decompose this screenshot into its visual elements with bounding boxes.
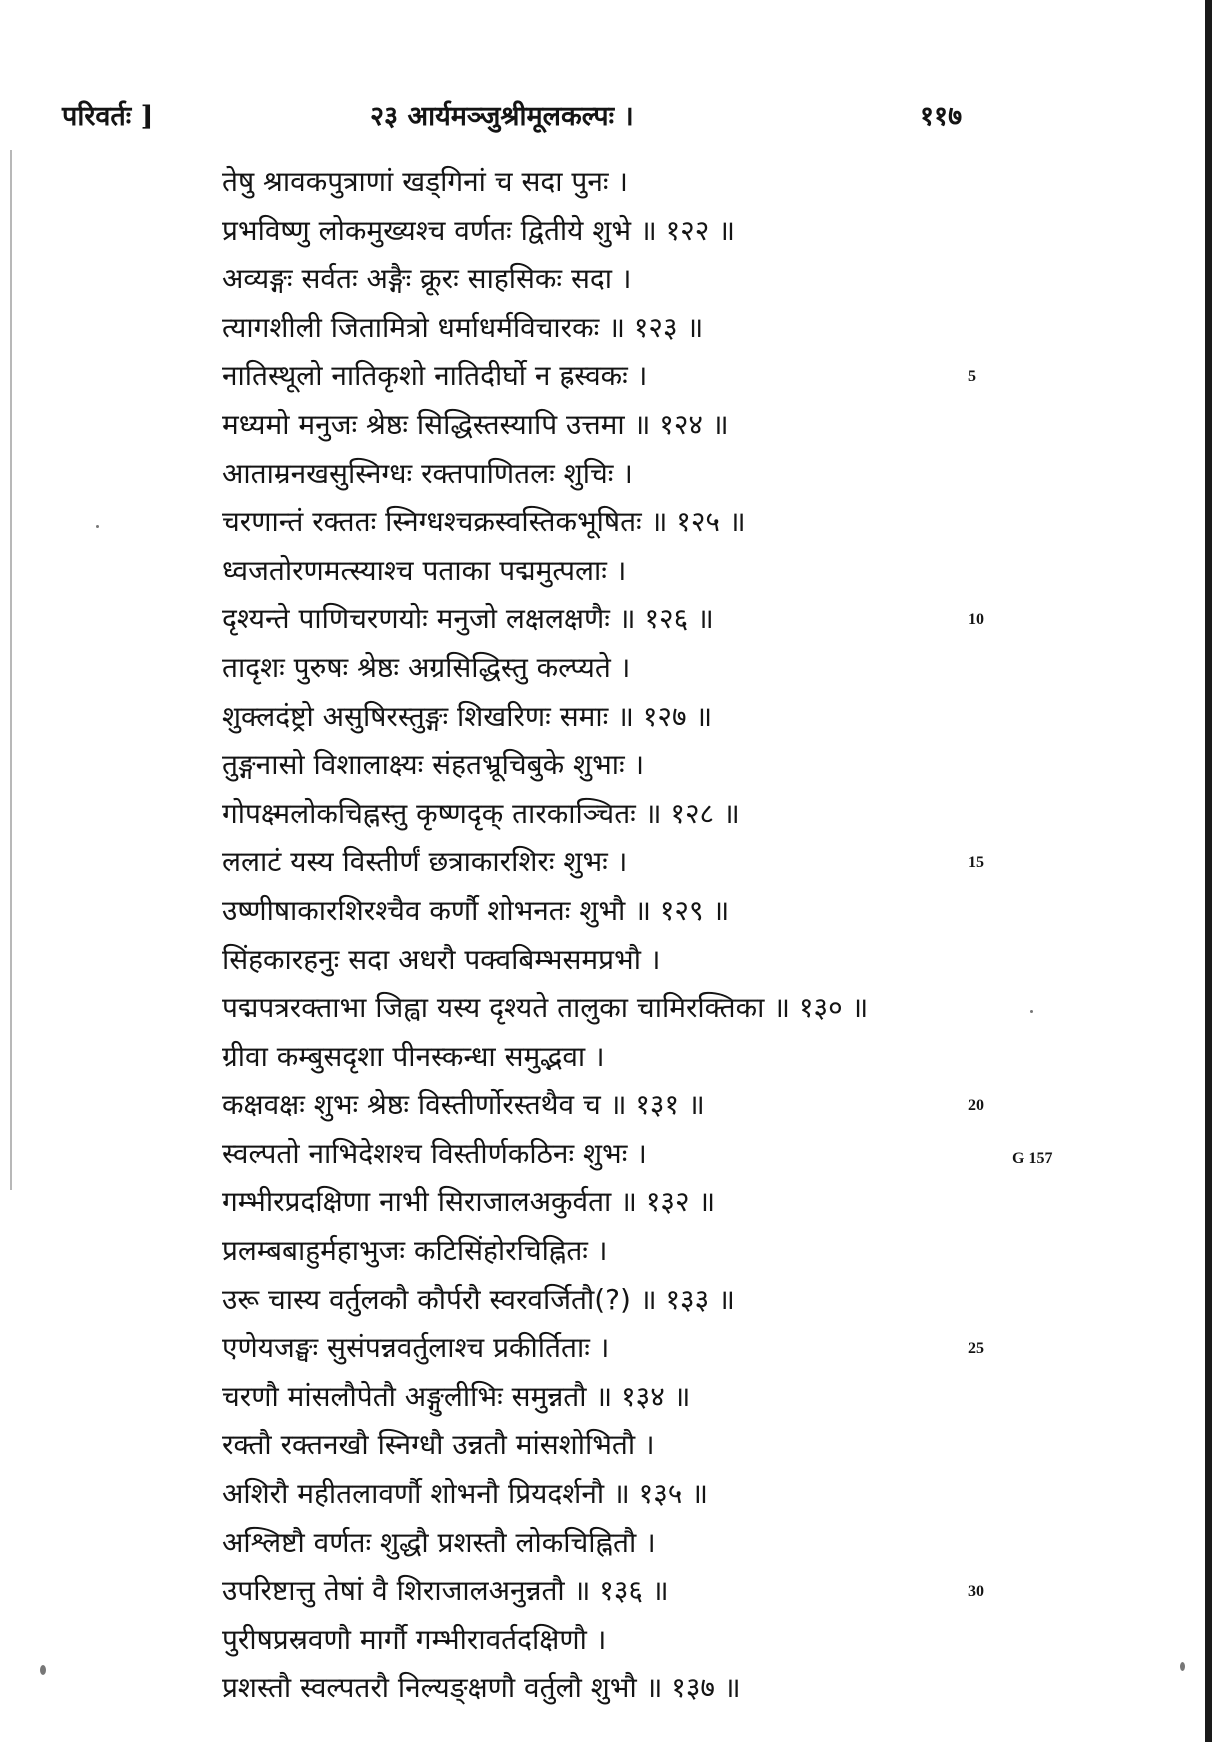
- verse-line: मध्यमो मनुजः श्रेष्ठः सिद्धिस्तस्यापि उत्तमा ॥ १२४ ॥: [222, 407, 729, 441]
- verse-line: गोपक्ष्मलोकचिह्नस्तु कृष्णदृक् तारकाञ्चितः ॥ १२८ ॥: [222, 796, 740, 830]
- line-number: 30: [968, 1583, 984, 1601]
- verse-line: अव्यङ्गः सर्वतः अङ्गैः क्रूरः साहसिकः सदा ।: [222, 262, 632, 296]
- verse-line: शुक्लदंष्ट्रो असुषिरस्तुङ्गः शिखरिणः समाः ॥ १२७ ॥: [222, 699, 713, 733]
- verse-line: पुरीषप्रस्रवणौ मार्गौ गम्भीरावर्तदक्षिणौ ।: [222, 1622, 607, 1656]
- verse-line: स्वल्पतो नाभिदेशश्च विस्तीर्णकठिनः शुभः ।: [222, 1136, 647, 1170]
- line-number: 25: [968, 1340, 984, 1358]
- scan-speck: [1180, 1662, 1185, 1671]
- left-margin-rule: [10, 150, 12, 1190]
- verse-line: तेषु श्रावकपुत्राणां खड्गिनां च सदा पुनः ।: [222, 165, 629, 198]
- verse-line: चरणान्तं रक्ततः स्निग्धश्चक्रस्वस्तिकभूषितः ॥ १२५ ॥: [222, 505, 746, 539]
- line-number: 10: [968, 611, 984, 629]
- verse-line: तुङ्गनासो विशालाक्ष्यः संहतभ्रूचिबुके शुभाः ।: [222, 748, 645, 782]
- verse-line: ललाटं यस्य विस्तीर्णं छत्राकारशिरः शुभः ।: [222, 845, 628, 879]
- verse-line: नातिस्थूलो नातिकृशो नातिदीर्घो न ह्रस्वकः ।: [222, 359, 648, 393]
- verse-line: ध्वजतोरणमत्स्याश्च पताका पद्ममुत्पलाः ।: [222, 553, 627, 587]
- page-number: ११७: [920, 101, 963, 132]
- verse-line: आताम्रनखसुस्निग्धः रक्तपाणितलः शुचिः ।: [222, 456, 633, 490]
- verse-line: रक्तौ रक्तनखौ स्निग्धौ उन्नतौ मांसशोभितौ ।: [222, 1428, 655, 1462]
- scan-speck: [1030, 1010, 1033, 1013]
- line-number: 5: [968, 368, 976, 386]
- verse-line: सिंहकारहनुः सदा अधरौ पक्वबिम्भसमप्रभौ ।: [222, 942, 661, 976]
- folio-reference: G 157: [1012, 1150, 1053, 1167]
- running-title: २३ आर्यमञ्जुश्रीमूलकल्पः ।: [370, 101, 634, 132]
- verse-line: प्रलम्बबाहुर्महाभुजः कटिसिंहोरचिह्नितः ।: [222, 1234, 608, 1268]
- line-number: 20: [968, 1097, 984, 1115]
- verse-line: तादृशः पुरुषः श्रेष्ठः अग्रसिद्धिस्तु कल्प्यते ।: [222, 650, 631, 684]
- verse-line: त्यागशीली जितामित्रो धर्माधर्मविचारकः ॥ १२३ ॥: [222, 310, 704, 344]
- verse-line: चरणौ मांसलौपेतौ अङ्गुलीभिः समुन्नतौ ॥ १३४ ॥: [222, 1379, 691, 1413]
- verse-line: एणेयजङ्घः सुसंपन्नवर्तुलाश्च प्रकीर्तिताः ।: [222, 1331, 610, 1365]
- scan-speck: [40, 1665, 46, 1675]
- verse-line: प्रभविष्णु लोकमुख्यश्च वर्णतः द्वितीये शुभे ॥ १२२ ॥: [222, 213, 735, 247]
- verse-line: ग्रीवा कम्बुसदृशा पीनस्कन्धा समुद्भवा ।: [222, 1039, 605, 1073]
- scan-speck: [96, 525, 99, 528]
- verse-line: दृश्यन्ते पाणिचरणयोः मनुजो लक्षलक्षणैः ॥ १२६ ॥: [222, 602, 714, 636]
- verse-line: प्रशस्तौ स्वल्पतरौ निल्यङ्क्षणौ वर्तुलौ शुभौ ॥ १३७ ॥: [222, 1671, 741, 1705]
- section-label: परिवर्तः ]: [62, 101, 154, 132]
- verse-line: कक्षवक्षः शुभः श्रेष्ठः विस्तीर्णोरस्तथैव च ॥ १३१ ॥: [222, 1088, 705, 1122]
- verse-line: पद्मपत्ररक्ताभा जिह्वा यस्य दृश्यते तालुका चामिरक्तिका ॥ १३० ॥: [222, 991, 869, 1025]
- verse-line: अशिरौ महीतलावर्णौ शोभनौ प्रियदर्शनौ ॥ १३५ ॥: [222, 1477, 709, 1511]
- verse-line: उरू चास्य वर्तुलकौ कौर्परौ स्वरवर्जितौ(?) ॥ १३३ ॥: [222, 1282, 735, 1316]
- verse-line: गम्भीरप्रदक्षिणा नाभी सिराजालअकुर्वता ॥ १३२ ॥: [222, 1185, 716, 1219]
- verse-line: उष्णीषाकारशिरश्चैव कर्णौ शोभनतः शुभौ ॥ १२९ ॥: [222, 893, 730, 927]
- verse-line: उपरिष्टात्तु तेषां वै शिराजालअनुन्नतौ ॥ १३६ ॥: [222, 1574, 669, 1608]
- binding-edge: [1205, 0, 1212, 1742]
- line-number: 15: [968, 854, 984, 872]
- verse-text-block: [222, 158, 982, 1713]
- verse-line: अश्लिष्टौ वर्णतः शुद्धौ प्रशस्तौ लोकचिह्नितौ ।: [222, 1525, 656, 1559]
